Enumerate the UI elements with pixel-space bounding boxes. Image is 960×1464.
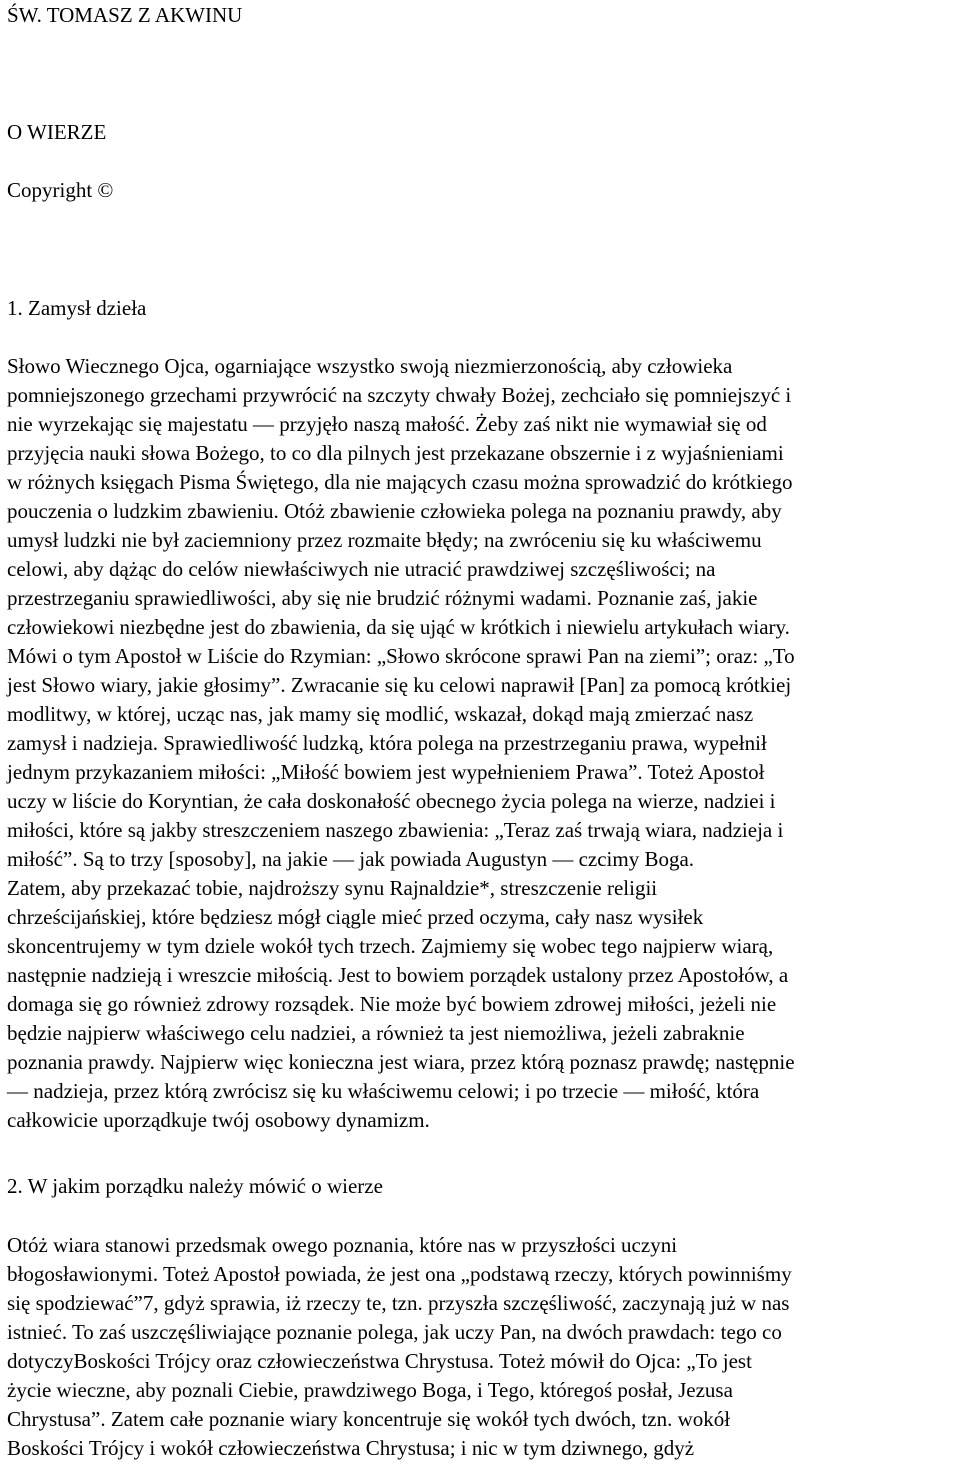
text-line: poznania prawdy. Najpierw więc konieczna jest wiara, przez którą poznasz prawdę; następnie: [7, 1050, 795, 1074]
text-line: istnieć. To zaś uszczęśliwiające poznanie polega, jak uczy Pan, na dwóch prawdach: tego co: [7, 1320, 782, 1344]
text-line: Słowo Wiecznego Ojca, ogarniające wszystko swoją niezmierzonością, aby człowieka: [7, 354, 733, 378]
author-heading: ŚW. TOMASZ Z AKWINU: [7, 3, 243, 27]
section-2-heading: 2. W jakim porządku należy mówić o wierze: [7, 1174, 383, 1198]
text-line: człowiekowi niezbędne jest do zbawienia, da się ująć w krótkich i niewielu artykułach wiary.: [7, 615, 790, 639]
text-line: całkowicie uporządkuje twój osobowy dynamizm.: [7, 1108, 430, 1132]
text-line: pouczenia o ludzkim zbawieniu. Otóż zbawienie człowieka polega na poznaniu prawdy, aby: [7, 499, 782, 523]
text-line: zamysł i nadzieja. Sprawiedliwość ludzką, która polega na przestrzeganiu prawa, wypełnił: [7, 731, 767, 755]
text-line: przestrzeganiu sprawiedliwości, aby się nie brudzić różnymi wadami. Poznanie zaś, jakie: [7, 586, 758, 610]
text-line: skoncentrujemy w tym dziele wokół tych trzech. Zajmiemy się wobec tego najpierw wiarą,: [7, 934, 774, 958]
text-line: Boskości Trójcy i wokół człowieczeństwa Chrystusa; i nic w tym dziwnego, gdyż: [7, 1436, 695, 1460]
text-line: uczy w liście do Koryntian, że cała doskonałość obecnego życia polega na wierze, nadziei i: [7, 789, 776, 813]
text-line: jednym przykazaniem miłości: „Miłość bowiem jest wypełnieniem Prawa”. Toteż Apostoł: [7, 760, 765, 784]
text-line: Mówi o tym Apostoł w Liście do Rzymian: „Słowo skrócone sprawi Pan na ziemi”; oraz: „To: [7, 644, 795, 668]
text-line: Otóż wiara stanowi przedsmak owego poznania, które nas w przyszłości uczyni: [7, 1233, 678, 1257]
text-line: celowi, aby dążąc do celów niewłaściwych nie utracić prawdziwej szczęśliwości; na: [7, 557, 716, 581]
text-line: życie wieczne, aby poznali Ciebie, prawdziwego Boga, i Tego, któregoś posłał, Jezusa: [7, 1378, 733, 1402]
text-line: błogosławionymi. Toteż Apostoł powiada, że jest ona „podstawą rzeczy, których powinniśmy: [7, 1262, 792, 1286]
text-line: Chrystusa”. Zatem całe poznanie wiary koncentruje się wokół tych dwóch, tzn. wokół: [7, 1407, 731, 1431]
section-1-heading: 1. Zamysł dzieła: [7, 296, 147, 320]
text-line: umysł ludzki nie był zaciemniony przez rozmaite błędy; na zwróceniu się ku właściwemu: [7, 528, 762, 552]
text-line: nie wyrzekając się majestatu — przyjęło naszą małość. Żeby zaś nikt nie wymawiał się od: [7, 412, 767, 436]
text-line: chrześcijańskiej, które będziesz mógł ciągle mieć przed oczyma, cały nasz wysiłek: [7, 905, 704, 929]
text-line: w różnych księgach Pisma Świętego, dla nie mających czasu można sprowadzić do krótkiego: [7, 470, 793, 494]
copyright-notice: Copyright ©: [7, 178, 114, 202]
text-line: się spodziewać”7, gdyż sprawia, iż rzeczy te, tzn. przyszła szczęśliwość, zaczynają już w nas: [7, 1291, 790, 1315]
text-line: miłości, które są jakby streszczeniem naszego zbawienia: „Teraz zaś trwają wiara, nadzieja i: [7, 818, 784, 842]
section-2-body: [7, 1231, 792, 1463]
text-line: pomniejszonego grzechami przywrócić na szczyty chwały Bożej, zechciało się pomniejszyć i: [7, 383, 792, 407]
text-line: miłość”. Są to trzy [sposoby], na jakie — jak powiada Augustyn — czcimy Boga.: [7, 847, 695, 871]
text-line: — nadzieja, przez którą zwrócisz się ku właściwemu celowi; i po trzecie — miłość, która: [7, 1079, 760, 1103]
text-line: modlitwy, w której, ucząc nas, jak mamy się modlić, wskazał, dokąd mają zmierzać nasz: [7, 702, 754, 726]
text-line: dotyczyBoskości Trójcy oraz człowieczeństwa Chrystusa. Toteż mówił do Ojca: „To jest: [7, 1349, 752, 1373]
work-title: O WIERZE: [7, 120, 107, 144]
text-line: przyjęcia nauki słowa Bożego, to co dla pilnych jest przekazane obszernie i z wyjaśnieniami: [7, 441, 784, 465]
section-1-body: [7, 352, 795, 1135]
text-line: będzie najpierw właściwego celu nadziei, a również ta jest niemożliwa, jeżeli zabraknie: [7, 1021, 745, 1045]
text-line: Zatem, aby przekazać tobie, najdroższy synu Rajnaldzie*, streszczenie religii: [7, 876, 658, 900]
text-line: jest Słowo wiary, jakie głosimy”. Zwracanie się ku celowi naprawił [Pan] za pomocą krótkiej: [7, 673, 792, 697]
text-line: domaga się go również zdrowy rozsądek. Nie może być bowiem zdrowej miłości, jeżeli nie: [7, 992, 777, 1016]
text-line: następnie nadzieją i wreszcie miłością. Jest to bowiem porządek ustalony przez Apostołów, a: [7, 963, 789, 987]
